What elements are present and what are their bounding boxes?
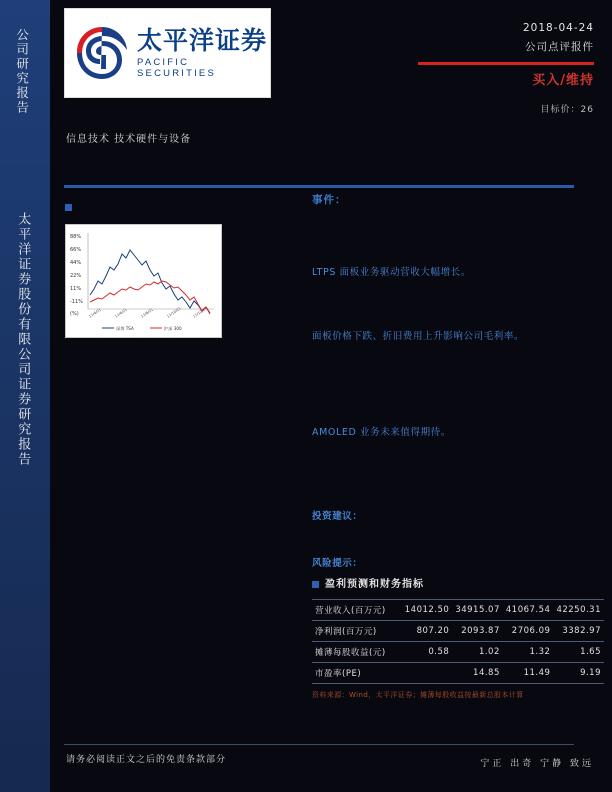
svg-text:17/10/21: 17/10/21 xyxy=(166,306,182,319)
event-heading: 事件： xyxy=(312,194,347,206)
company-logo xyxy=(64,8,271,98)
row-value: 3382.97 xyxy=(553,621,604,642)
pacific-securities-logo-icon xyxy=(73,24,131,82)
table-row xyxy=(312,663,604,684)
svg-text:17/6/21: 17/6/21 xyxy=(114,307,128,319)
row-value: 34915.07 xyxy=(452,600,503,621)
svg-text:66%: 66% xyxy=(70,247,82,253)
row-value: 11.49 xyxy=(503,663,554,684)
svg-text:深圳 TSA: 深圳 TSA xyxy=(116,326,134,331)
rating-badge: 买入/维持 xyxy=(532,73,594,88)
content-area xyxy=(50,192,612,732)
table-row xyxy=(312,642,604,663)
paragraph-investment-advice: 投资建议： xyxy=(312,511,363,523)
report-type: 公司点评报件 xyxy=(525,41,594,53)
bullet-square-table xyxy=(312,581,319,588)
svg-text:(%): (%) xyxy=(70,311,79,317)
main-content xyxy=(50,0,612,792)
industry-label: 信息技术 技术硬件与设备 xyxy=(66,134,192,145)
row-value: 0.58 xyxy=(402,642,453,663)
row-value: 2706.09 xyxy=(503,621,554,642)
bullet-square-chart xyxy=(65,204,72,211)
row-value: 41067.54 xyxy=(503,600,554,621)
table-row xyxy=(312,621,604,642)
table-title xyxy=(312,575,604,590)
row-value: 1.65 xyxy=(553,642,604,663)
svg-text:17/8/21: 17/8/21 xyxy=(140,307,154,319)
sidebar-title-top: 公司研究报告 xyxy=(14,28,30,115)
sidebar-title-bottom: 太平洋证券股份有限公司证券研究报告 xyxy=(15,212,31,467)
paragraph-risk-warning: 风险提示： xyxy=(312,557,363,569)
stock-performance-chart xyxy=(65,224,222,338)
footer-disclaimer: 请务必阅读正文之后的免责条款部分 xyxy=(66,755,227,765)
svg-text:沪深 300: 沪深 300 xyxy=(164,326,182,331)
row-label: 净利润(百万元) xyxy=(312,621,402,642)
row-value: 807.20 xyxy=(402,621,453,642)
svg-text:88%: 88% xyxy=(70,234,82,240)
left-sidebar xyxy=(0,0,50,792)
logo-name-en: PACIFIC SECURITIES xyxy=(137,57,217,80)
footer-motto: 宁正 出奇 宁静 致远 xyxy=(480,759,594,769)
row-value: 42250.31 xyxy=(553,600,604,621)
svg-text:17/4/21: 17/4/21 xyxy=(88,307,102,319)
row-value: 14.85 xyxy=(452,663,503,684)
table-title-text: 盈利预测和财务指标 xyxy=(325,579,424,590)
footer-divider xyxy=(64,744,574,745)
svg-text:11%: 11% xyxy=(70,286,82,292)
table-source: 资料来源：Wind，太平洋证券；摊薄每股收益按最新总股本计算 xyxy=(312,691,524,699)
row-value: 1.32 xyxy=(503,642,554,663)
row-value: 2093.87 xyxy=(452,621,503,642)
report-header xyxy=(50,0,612,145)
header-divider-blue xyxy=(64,185,574,188)
table-row xyxy=(312,600,604,621)
logo-text xyxy=(137,27,270,80)
paragraph-amoled: AMOLED 业务未来值得期待。 xyxy=(312,427,451,439)
svg-text:22%: 22% xyxy=(70,273,82,279)
financial-forecast-block xyxy=(312,575,604,700)
target-price: 目标价：26 xyxy=(540,105,594,115)
report-date: 2018-04-24 xyxy=(522,22,594,34)
analysis-column xyxy=(312,192,602,572)
row-label: 营业收入(百万元) xyxy=(312,600,402,621)
row-value xyxy=(402,663,453,684)
row-value: 9.19 xyxy=(553,663,604,684)
header-meta xyxy=(384,22,594,115)
svg-text:17/12/21: 17/12/21 xyxy=(192,306,208,319)
sidebar-inner xyxy=(0,0,50,792)
row-label: 市盈率(PE) xyxy=(312,663,402,684)
row-label: 摊薄每股收益(元) xyxy=(312,642,402,663)
logo-name-cn: 太平洋证券 xyxy=(137,25,268,55)
svg-text:-11%: -11% xyxy=(70,299,83,305)
paragraph-ltps: LTPS 面板业务驱动营收大幅增长。 xyxy=(312,267,471,278)
header-divider-red xyxy=(418,62,594,65)
paragraph-panel-price: 面板价格下跌、折旧费用上升影响公司毛利率。 xyxy=(312,331,525,343)
financial-table xyxy=(312,599,604,684)
svg-text:44%: 44% xyxy=(70,260,82,266)
row-value: 1.02 xyxy=(452,642,503,663)
row-value: 14012.50 xyxy=(402,600,453,621)
